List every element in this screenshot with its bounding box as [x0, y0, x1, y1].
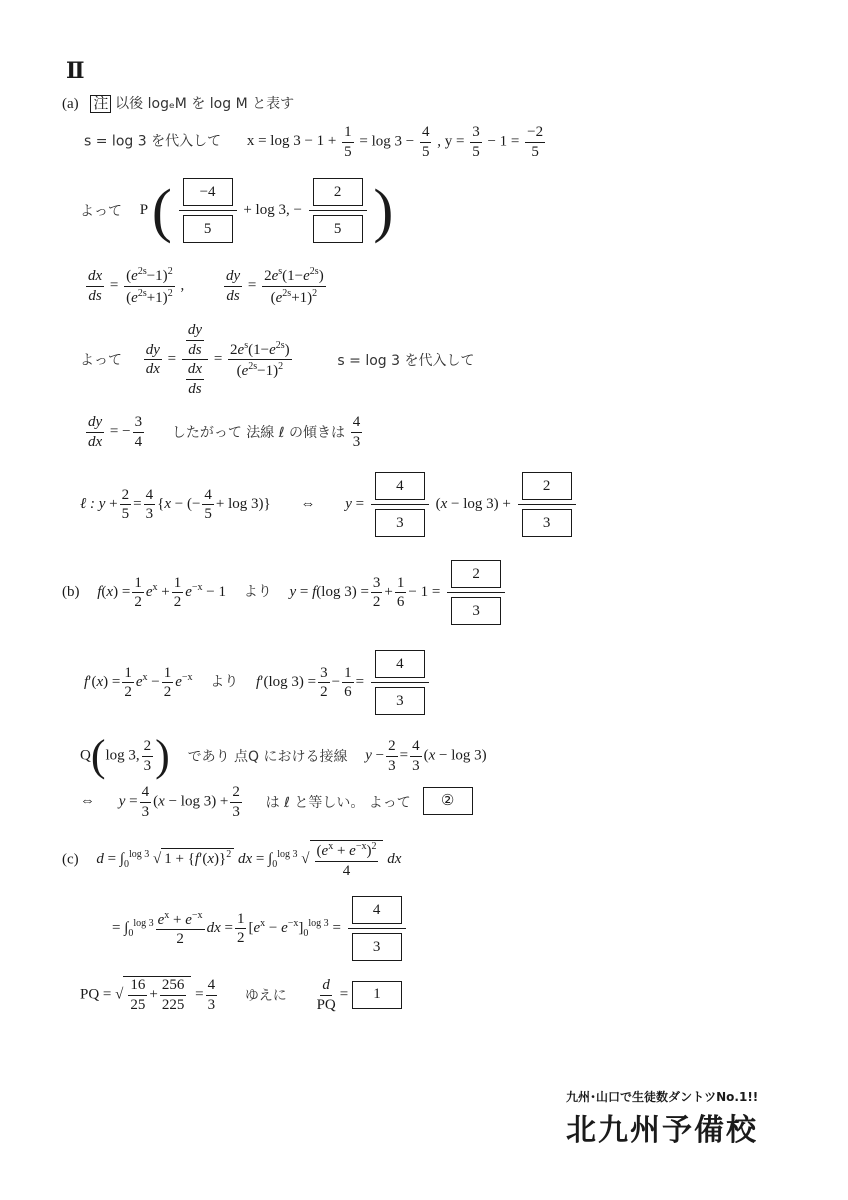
deriv-then: よって: [80, 352, 122, 369]
point-p-mid: + log 3, −: [243, 202, 302, 218]
x-expression: x = log 3 − 1 +: [246, 133, 337, 150]
answer-box-d[interactable]: 5: [313, 215, 363, 243]
slope-text: したがって 法線 ℓ の傾きは: [171, 425, 345, 441]
fraction-neg2-5: $\frac{-2}{5}$: [527, 124, 544, 160]
chain-rule-fraction: $\frac{\frac{dy}{ds}}{\frac{dx}{ds}}$: [182, 322, 208, 397]
answer-box-l[interactable]: 3: [375, 687, 425, 715]
point-intro: よって: [80, 203, 122, 220]
answer-box-m[interactable]: ②: [423, 787, 473, 815]
substitute-text: s = log 3 を代入して: [84, 133, 222, 150]
slope-line: $\frac{dy}{dx}$ = − $\frac{3}{4}$ したがって 法線 ℓ の傾きは $\frac{4}{3}$: [88, 414, 361, 450]
from-text-2: より: [210, 673, 239, 690]
q-text: であり 点Q における接線: [187, 749, 348, 765]
part-a-line-1: [84, 124, 547, 160]
iff-symbol: ⇔: [300, 495, 316, 512]
part-c-label: (c): [62, 851, 79, 868]
part-c-line-1: (c) $d = \int_0^{log 3}$ √ $1 + \{f'(x)\}^2$ dx = $\int_0^{log 3}$ √ $\frac{(e^x + e^{-x})^2}{4}$ dx: [62, 841, 402, 879]
fraction-3-5: $\frac{3}{5}$: [472, 124, 480, 160]
derivative-line: $\frac{dx}{ds}$ = $\frac{(e^{2s}-1)^2}{(e^{2s}+1)^2}$ , $\frac{dy}{ds}$ = $\frac{2e^s(1-e^{2s})}{(e^{2s}+1)^2}$: [88, 266, 324, 306]
fraction-4-5: $\frac{4}{5}$: [421, 124, 430, 160]
pq-line: PQ = √ $\frac{16}{25}$ + $\frac{256}{225}$ = $\frac{4}{3}$ ゆえに $\frac{d}{PQ}$ = 1: [80, 976, 402, 1013]
dy-dx-line: よって $\frac{dy}{dx}$ = $\frac{\frac{dy}{ds}}{\frac{dx}{ds}}$ = $\frac{2e^s(1-e^{2s})}{(e^{2s}-1)^2}$ s = log 3 を代入して: [80, 322, 475, 397]
line-l-label: ℓ :: [80, 495, 95, 512]
answer-box-i[interactable]: 2: [451, 560, 501, 588]
note-mark: 注: [90, 95, 111, 113]
equal-text: は ℓ と等しい。 よって: [265, 795, 411, 811]
dx-ds: $\frac{dx}{ds}$: [88, 268, 103, 304]
y-expression-2: − 1 =: [487, 133, 520, 150]
fraction-1-5: $\frac{1}{5}$: [344, 124, 352, 160]
line-l-equation: ℓ : y + $\frac{2}{5}$ = $\frac{4}{3}$ {x − (− $\frac{4}{5}$ + log 3)} ⇔ y = $\frac{4}{3}$ (x − log 3) + $\frac{2}{3}$: [80, 472, 579, 537]
note-text: 以後 logₑM を log M と表す: [115, 96, 295, 112]
from-text-1: より: [243, 583, 272, 600]
answer-box-g[interactable]: 2: [522, 472, 572, 500]
substitute-2: s = log 3 を代入して: [337, 352, 475, 369]
part-a-header: [62, 92, 294, 113]
p-y-fraction: [309, 178, 367, 243]
x-expression-2: = log 3 −: [359, 133, 415, 150]
dy-ds: $\frac{dy}{ds}$: [225, 268, 241, 304]
point-q-line: Q(log 3, $\frac{2}{3}$ ) であり 点Q における接線 y − $\frac{2}{3}$ = $\frac{4}{3}$ (x − log 3): [80, 731, 487, 780]
therefore-text: ゆえに: [244, 988, 287, 1004]
tangent-equal-line: ⇔ y = $\frac{4}{3}$ (x − log 3) + $\frac{2}{3}$ は ℓ と等しい。 よって ②: [80, 784, 473, 820]
point-p-line: よって P ( $\frac{-4}{5}$ + log 3, − $\frac{2}{5}$ ): [80, 177, 394, 244]
answer-box-c[interactable]: 2: [313, 178, 363, 206]
part-c-line-2: = $\int_0^{log 3}$ $\frac{e^x + e^{-x}}{2}$ dx = $\frac{1}{2}$ $[e^x - e^{-x}]_0^{log 3}$ = $\frac{4}{3}$: [112, 896, 409, 961]
answer-box-b[interactable]: 5: [183, 215, 233, 243]
answer-box-o[interactable]: 3: [352, 933, 402, 961]
y-expression: , y =: [437, 133, 465, 150]
answer-box-k[interactable]: 4: [375, 650, 425, 678]
part-b-line-2: f′(x) = $\frac{1}{2}$ $e^x$ − $\frac{1}{2}$ $e^{-x}$ より f′(log 3) = $\frac{3}{2}$ − $\frac{1}{6}$ = $\frac{4}{3}$: [84, 650, 432, 715]
answer-box-e[interactable]: 4: [375, 472, 425, 500]
dy-dx-value: $\frac{2e^s(1-e^{2s})}{(e^{2s}-1)^2}$: [230, 339, 290, 379]
p-x-fraction: [179, 178, 237, 243]
answer-box-n[interactable]: 4: [352, 896, 402, 924]
school-logo: [566, 1088, 758, 1149]
logo-name: 北九州予備校: [566, 1113, 758, 1148]
section-number: Ⅱ: [66, 58, 85, 83]
part-b-label: (b): [62, 583, 80, 600]
part-a-label: (a): [62, 96, 79, 112]
answer-box-j[interactable]: 3: [451, 597, 501, 625]
part-b-line-1: (b) f(x) = $\frac{1}{2}$ $e^x$ + $\frac{1}{2}$ $e^{-x} - 1$ より y = f(log 3) = $\frac{3}{2}$ + $\frac{1}{6}$ − 1 = $\frac{2}{3}$: [62, 560, 508, 625]
answer-box-f[interactable]: 3: [375, 509, 425, 537]
dx-ds-value: $\frac{(e^{2s}-1)^2}{(e^{2s}+1)^2}$: [126, 266, 173, 306]
point-p-label: P: [139, 202, 149, 218]
answer-box-h[interactable]: 3: [522, 509, 572, 537]
dy-ds-value: $\frac{2e^s(1-e^{2s})}{(e^{2s}+1)^2}$: [264, 266, 324, 306]
logo-tagline: 九州･山口で生徒数ダントツNo.1!!: [566, 1090, 759, 1104]
answer-box-a[interactable]: −4: [183, 178, 233, 206]
answer-box-p[interactable]: 1: [352, 981, 402, 1009]
